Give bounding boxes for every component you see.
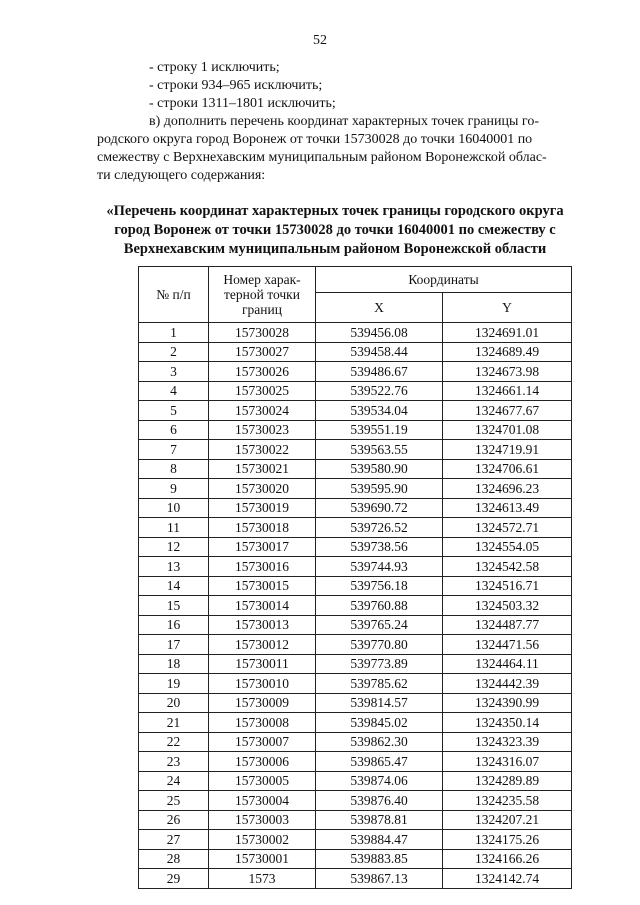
- table-row: [139, 615, 572, 635]
- row-x: 539580.90: [316, 459, 443, 479]
- row-x: 539865.47: [316, 752, 443, 772]
- row-y: 1324503.32: [443, 596, 572, 616]
- row-y: 1324696.23: [443, 479, 572, 499]
- header-x: X: [316, 293, 443, 323]
- row-y: 1324542.58: [443, 557, 572, 577]
- row-point: 15730021: [209, 459, 316, 479]
- row-x: 539765.24: [316, 615, 443, 635]
- row-y: 1324464.11: [443, 654, 572, 674]
- table-row: [139, 810, 572, 830]
- row-y: 1324289.89: [443, 771, 572, 791]
- row-x: 539756.18: [316, 576, 443, 596]
- row-point: 15730004: [209, 791, 316, 811]
- row-point: 15730023: [209, 420, 316, 440]
- row-point: 15730026: [209, 362, 316, 382]
- row-x: 539690.72: [316, 498, 443, 518]
- table-row: [139, 869, 572, 889]
- row-y: 1324689.49: [443, 342, 572, 362]
- list-title: [95, 202, 575, 259]
- table-row: [139, 518, 572, 538]
- row-x: 539551.19: [316, 420, 443, 440]
- table-row: [139, 596, 572, 616]
- row-x: 539744.93: [316, 557, 443, 577]
- row-num: 26: [139, 810, 209, 830]
- header-num: № п/п: [139, 267, 209, 323]
- table-row: [139, 654, 572, 674]
- row-point: 15730024: [209, 401, 316, 421]
- row-num: 16: [139, 615, 209, 635]
- item-line: - строку 1 исключить;: [149, 60, 280, 75]
- row-y: 1324175.26: [443, 830, 572, 850]
- table-row: [139, 401, 572, 421]
- row-y: 1324235.58: [443, 791, 572, 811]
- row-y: 1324487.77: [443, 615, 572, 635]
- table-row: [139, 498, 572, 518]
- row-x: 539738.56: [316, 537, 443, 557]
- row-y: 1324350.14: [443, 713, 572, 733]
- row-num: 7: [139, 440, 209, 460]
- table-row: [139, 420, 572, 440]
- row-point: 15730027: [209, 342, 316, 362]
- title-line: Верхнехавским муниципальным районом Воронежской области: [123, 241, 547, 257]
- row-x: 539760.88: [316, 596, 443, 616]
- row-num: 9: [139, 479, 209, 499]
- row-x: 539876.40: [316, 791, 443, 811]
- table-row: [139, 635, 572, 655]
- row-x: 539770.80: [316, 635, 443, 655]
- row-x: 539867.13: [316, 869, 443, 889]
- row-y: 1324554.05: [443, 537, 572, 557]
- row-num: 13: [139, 557, 209, 577]
- row-point: 15730014: [209, 596, 316, 616]
- row-x: 539726.52: [316, 518, 443, 538]
- table-row: [139, 693, 572, 713]
- row-num: 5: [139, 401, 209, 421]
- row-x: 539595.90: [316, 479, 443, 499]
- title-line: город Воронеж от точки 15730028 до точки 16040001 по смежеству с: [114, 222, 556, 238]
- row-point: 15730013: [209, 615, 316, 635]
- header-point: Номер харак-терной точки границ: [209, 267, 316, 323]
- row-x: 539486.67: [316, 362, 443, 382]
- row-x: 539563.55: [316, 440, 443, 460]
- row-y: 1324661.14: [443, 381, 572, 401]
- table-row: [139, 362, 572, 382]
- row-point: 1573: [209, 869, 316, 889]
- row-num: 27: [139, 830, 209, 850]
- row-point: 15730018: [209, 518, 316, 538]
- row-x: 539862.30: [316, 732, 443, 752]
- coordinates-table: [138, 266, 572, 889]
- row-num: 4: [139, 381, 209, 401]
- row-x: 539456.08: [316, 323, 443, 343]
- row-num: 21: [139, 713, 209, 733]
- row-point: 15730015: [209, 576, 316, 596]
- table-row: [139, 732, 572, 752]
- table-row: [139, 576, 572, 596]
- row-y: 1324572.71: [443, 518, 572, 538]
- row-y: 1324471.56: [443, 635, 572, 655]
- title-line: «Перечень координат характерных точек границы городского округа: [106, 203, 564, 219]
- item-line: - строки 934–965 исключить;: [149, 78, 323, 93]
- paragraph-line: родского округа город Воронеж от точки 15730028 до точки 16040001 по: [97, 132, 533, 147]
- row-num: 20: [139, 693, 209, 713]
- row-num: 25: [139, 791, 209, 811]
- row-y: 1324142.74: [443, 869, 572, 889]
- row-num: 1: [139, 323, 209, 343]
- row-y: 1324390.99: [443, 693, 572, 713]
- row-point: 15730008: [209, 713, 316, 733]
- row-point: 15730025: [209, 381, 316, 401]
- paragraph-line: в) дополнить перечень координат характерных точек границы го-: [149, 114, 539, 129]
- row-x: 539458.44: [316, 342, 443, 362]
- row-y: 1324166.26: [443, 849, 572, 869]
- row-point: 15730017: [209, 537, 316, 557]
- table-row: [139, 771, 572, 791]
- row-point: 15730009: [209, 693, 316, 713]
- table-row: [139, 537, 572, 557]
- row-point: 15730002: [209, 830, 316, 850]
- table-row: [139, 830, 572, 850]
- row-x: 539845.02: [316, 713, 443, 733]
- row-num: 6: [139, 420, 209, 440]
- header-coords: Координаты: [316, 267, 572, 293]
- row-point: 15730016: [209, 557, 316, 577]
- row-point: 15730022: [209, 440, 316, 460]
- row-num: 15: [139, 596, 209, 616]
- row-y: 1324673.98: [443, 362, 572, 382]
- table-row: [139, 342, 572, 362]
- table-row: [139, 381, 572, 401]
- row-num: 28: [139, 849, 209, 869]
- row-num: 10: [139, 498, 209, 518]
- row-x: 539884.47: [316, 830, 443, 850]
- table-row: [139, 752, 572, 772]
- row-num: 19: [139, 674, 209, 694]
- row-x: 539883.85: [316, 849, 443, 869]
- row-y: 1324516.71: [443, 576, 572, 596]
- item-line: - строки 1311–1801 исключить;: [149, 96, 336, 111]
- header-y: Y: [443, 293, 572, 323]
- row-y: 1324677.67: [443, 401, 572, 421]
- row-num: 29: [139, 869, 209, 889]
- row-y: 1324207.21: [443, 810, 572, 830]
- table-row: [139, 674, 572, 694]
- row-num: 17: [139, 635, 209, 655]
- row-point: 15730003: [209, 810, 316, 830]
- row-point: 15730005: [209, 771, 316, 791]
- row-num: 22: [139, 732, 209, 752]
- row-y: 1324323.39: [443, 732, 572, 752]
- row-point: 15730028: [209, 323, 316, 343]
- row-point: 15730020: [209, 479, 316, 499]
- row-y: 1324691.01: [443, 323, 572, 343]
- row-num: 14: [139, 576, 209, 596]
- row-num: 8: [139, 459, 209, 479]
- row-num: 3: [139, 362, 209, 382]
- row-y: 1324316.07: [443, 752, 572, 772]
- row-num: 11: [139, 518, 209, 538]
- row-x: 539874.06: [316, 771, 443, 791]
- page-number: 52: [313, 33, 327, 48]
- row-num: 2: [139, 342, 209, 362]
- paragraph-line: ти следующего содержания:: [97, 168, 266, 183]
- row-num: 12: [139, 537, 209, 557]
- row-point: 15730001: [209, 849, 316, 869]
- row-y: 1324706.61: [443, 459, 572, 479]
- row-y: 1324613.49: [443, 498, 572, 518]
- row-num: 18: [139, 654, 209, 674]
- table-row: [139, 849, 572, 869]
- row-x: 539814.57: [316, 693, 443, 713]
- paragraph-line: смежеству с Верхнехавским муниципальным районом Воронежской облас-: [97, 150, 547, 165]
- row-point: 15730010: [209, 674, 316, 694]
- row-point: 15730006: [209, 752, 316, 772]
- row-num: 23: [139, 752, 209, 772]
- row-point: 15730007: [209, 732, 316, 752]
- row-point: 15730019: [209, 498, 316, 518]
- table-row: [139, 459, 572, 479]
- row-y: 1324442.39: [443, 674, 572, 694]
- table-row: [139, 713, 572, 733]
- row-x: 539522.76: [316, 381, 443, 401]
- row-y: 1324719.91: [443, 440, 572, 460]
- table-row: [139, 323, 572, 343]
- row-x: 539878.81: [316, 810, 443, 830]
- table-row: [139, 557, 572, 577]
- row-num: 24: [139, 771, 209, 791]
- row-x: 539773.89: [316, 654, 443, 674]
- table-row: [139, 479, 572, 499]
- row-x: 539534.04: [316, 401, 443, 421]
- table-row: [139, 791, 572, 811]
- row-point: 15730012: [209, 635, 316, 655]
- table-row: [139, 440, 572, 460]
- row-point: 15730011: [209, 654, 316, 674]
- row-y: 1324701.08: [443, 420, 572, 440]
- row-x: 539785.62: [316, 674, 443, 694]
